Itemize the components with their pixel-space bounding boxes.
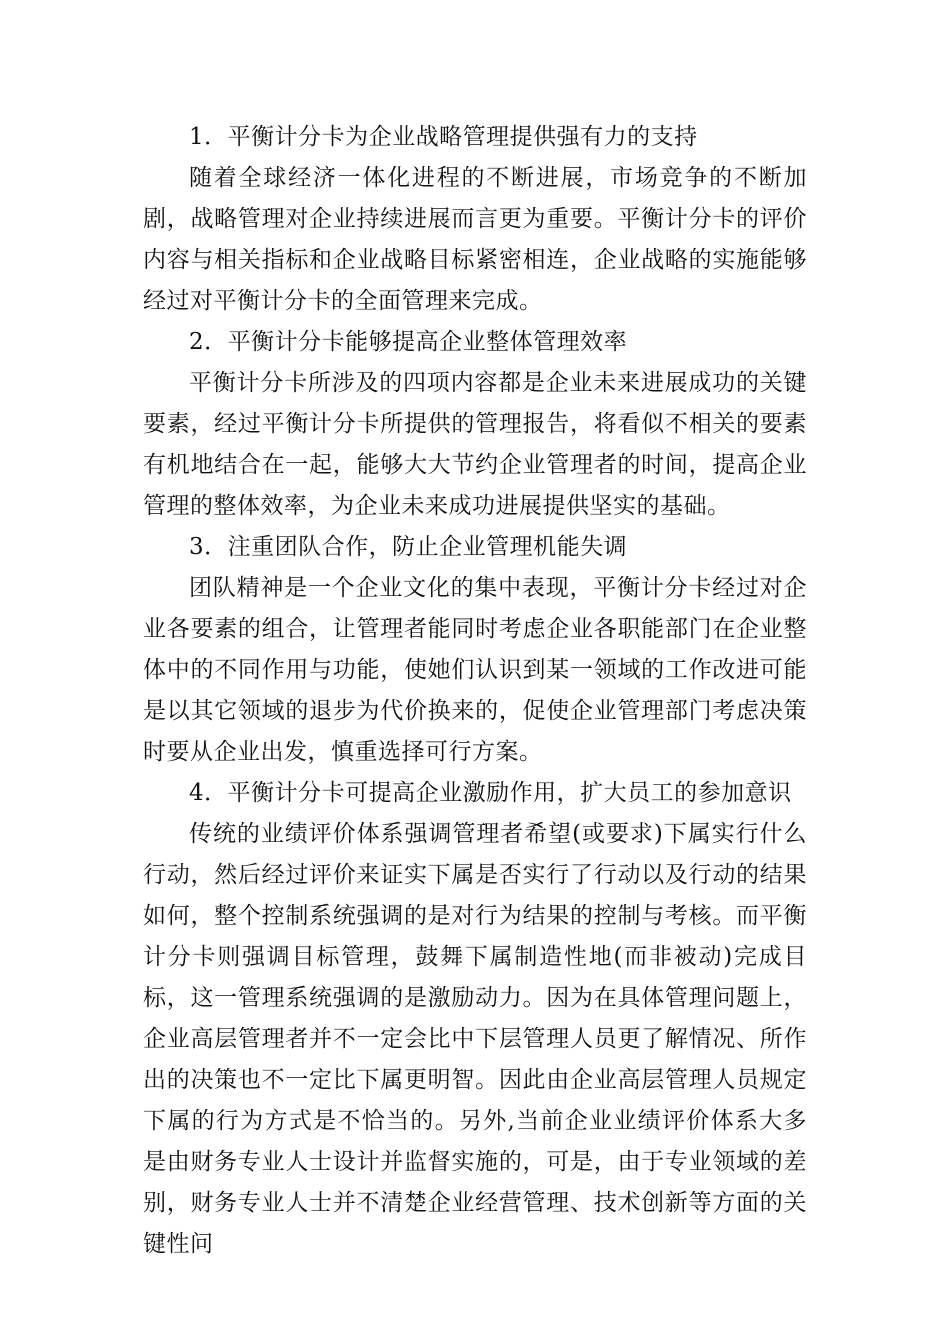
document-body: [143, 117, 807, 1265]
section-heading-3: 3．注重团队合作，防止企业管理机能失调: [189, 534, 628, 560]
section-heading-1: 1．平衡计分卡为企业战略管理提供强有力的支持: [189, 124, 698, 150]
section-paragraph-3: 团队精神是一个企业文化的集中表现，平衡计分卡经过对企业各要素的组合，让管理者能同时考虑企业各职能部门在企业整体中的不同作用与功能，使她们认识到某一领域的工作改进可能是以其它领域的退步为代价换来的，促使企业管理部门考虑决策时要从企业出发，慎重选择可行方案。: [143, 575, 807, 765]
section-paragraph-2: 平衡计分卡所涉及的四项内容都是企业未来进展成功的关键要素，经过平衡计分卡所提供的管理报告，将看似不相关的要素有机地结合在一起，能够大大节约企业管理者的时间，提高企业管理的整体效率，为企业未来成功进展提供坚实的基础。: [143, 370, 807, 519]
section-paragraph-4: 传统的业绩评价体系强调管理者希望(或要求)下属实行什么行动，然后经过评价来证实下属是否实行了行动以及行动的结果如何，整个控制系统强调的是对行为结果的控制与考核。而平衡计分卡则强调目标管理，鼓舞下属制造性地(而非被动)完成目标，这一管理系统强调的是激励动力。因为在具体管理问题上，企业高层管理者并不一定会比中下层管理人员更了解情况、所作出的决策也不一定比下属更明智。因此由企业高层管理人员规定下属的行为方式是不恰当的。另外,当前企业业绩评价体系大多是由财务专业人士设计并监督实施的，可是，由于专业领域的差别，财务专业人士并不清楚企业经营管理、技术创新等方面的关键性问: [143, 821, 807, 1257]
section-heading-4: 4．平衡计分卡可提高企业激励作用，扩大员工的参加意识: [189, 780, 792, 806]
section-heading-2: 2．平衡计分卡能够提高企业整体管理效率: [189, 329, 628, 355]
section-paragraph-1: 随着全球经济一体化进程的不断进展，市场竞争的不断加剧，战略管理对企业持续进展而言更为重要。平衡计分卡的评价内容与相关指标和企业战略目标紧密相连，企业战略的实施能够经过对平衡计分卡的全面管理来完成。: [143, 165, 807, 314]
